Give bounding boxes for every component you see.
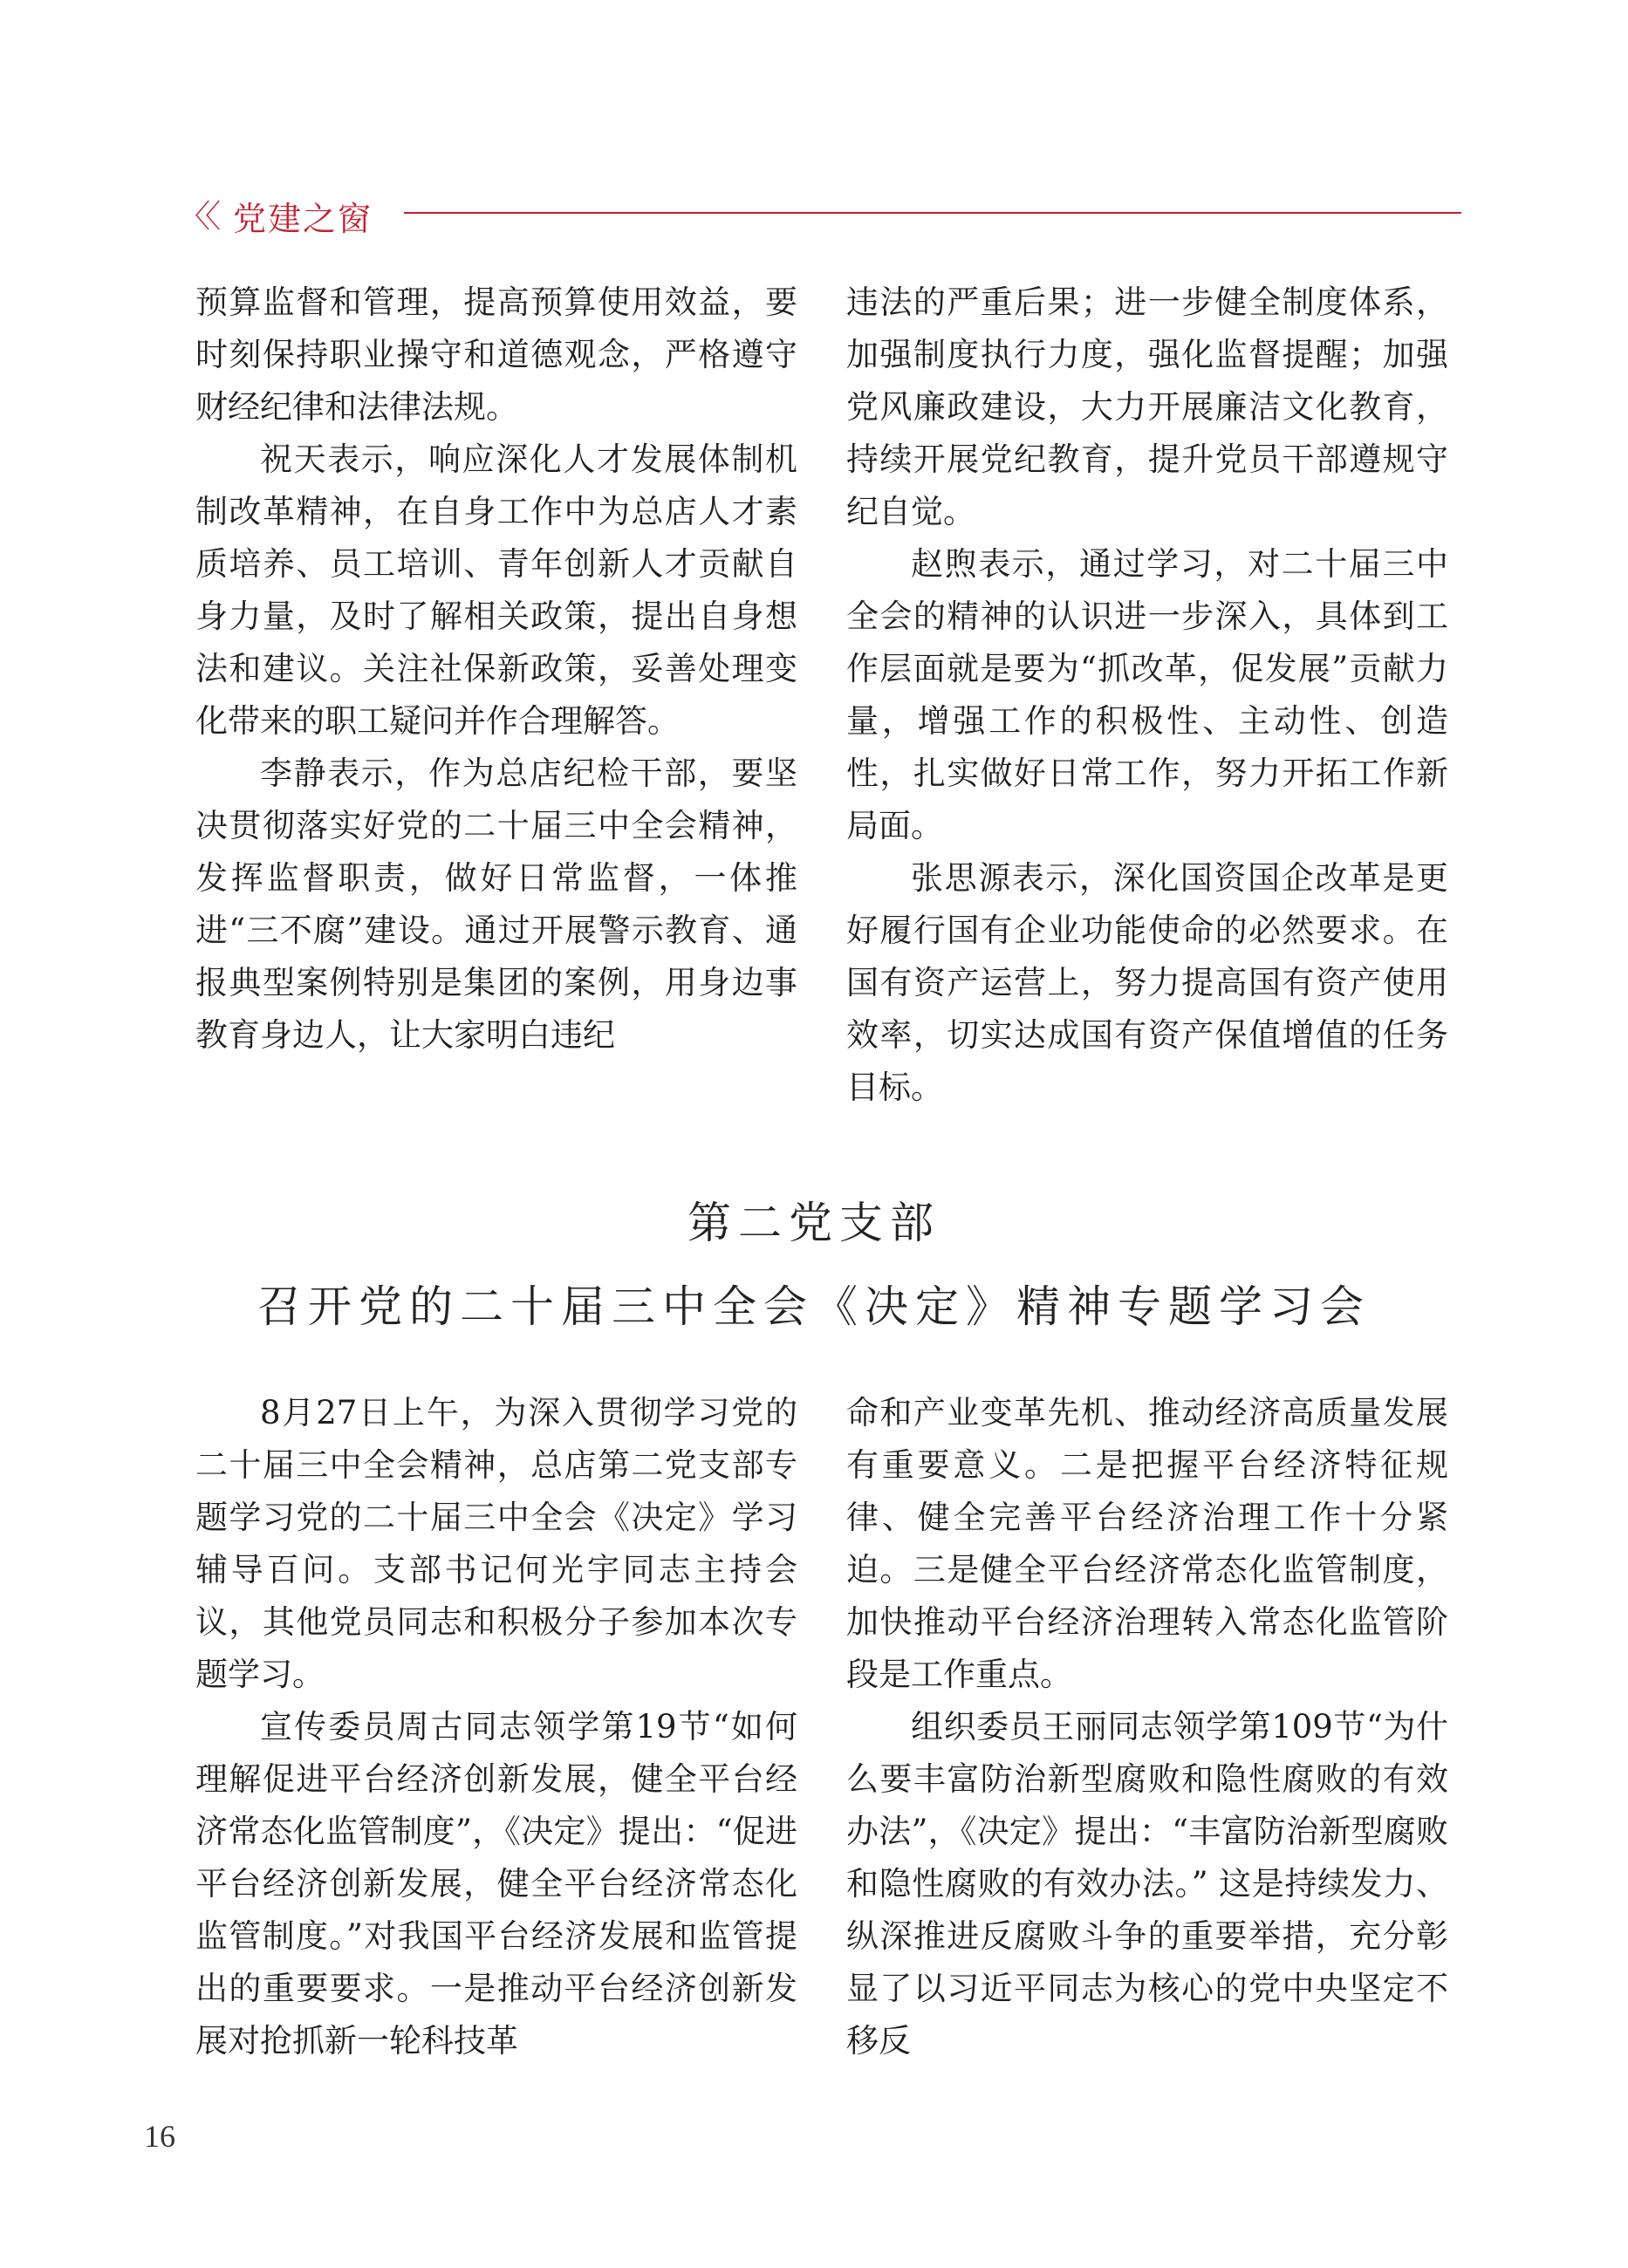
paragraph: 宣传委员周古同志领学第19节“如何理解促进平台经济创新发展，健全平台经济常态化监管制度”，《决定》提出：“促进平台经济创新发展，健全平台经济常态化监管制度。”对我国平台经济发展和监管提出的重要要求。一是推动平台经济创新发展对抢抓新一轮科技革 xyxy=(195,1708,797,2060)
paragraph: 命和产业变革先机、推动经济高质量发展有重要意义。二是把握平台经济特征规律、健全完善平台经济治理工作十分紧迫。三是健全平台经济常态化监管制度，加快推动平台经济治理转入常态化监管阶段是工作重点。 xyxy=(846,1394,1448,1693)
paragraph: 祝天表示，响应深化人才发展体制机制改革精神，在自身工作中为总店人才素质培养、员工培训、青年创新人才贡献自身力量，及时了解相关政策，提出自身想法和建议。关注社保新政策，妥善处理变化带来的职工疑问并作合理解答。 xyxy=(195,441,797,740)
paragraph: 张思源表示，深化国资国企改革是更好履行国有企业功能使命的必然要求。在国有资产运营上，努力提高国有资产使用效率，切实达成国有资产保值增值的任务目标。 xyxy=(846,859,1448,1106)
article-column-right xyxy=(846,1387,1448,2067)
paragraph: 预算监督和管理，提高预算使用效益，要时刻保持职业操守和道德观念，严格遵守财经纪律和法律法规。 xyxy=(195,284,797,426)
chevron-left-icon: 〈〈 xyxy=(179,199,216,235)
paragraph: 组织委员王丽同志领学第109节“为什么要丰富防治新型腐败和隐性腐败的有效办法”，《决定》提出：“丰富防治新型腐败和隐性腐败的有效办法。” 这是持续发力、纵深推进反腐败斗争的重要举措，充分彰显了以习近平同志为核心的党中央坚定不移反 xyxy=(846,1708,1448,2060)
paragraph: 李静表示，作为总店纪检干部，要坚决贯彻落实好党的二十届三中全会精神，发挥监督职责，做好日常监督，一体推进“三不腐”建设。通过开展警示教育、通报典型案例特别是集团的案例，用身边事教育身边人，让大家明白违纪 xyxy=(195,755,797,1054)
upper-column-left xyxy=(195,277,797,1062)
section-header xyxy=(179,190,1461,238)
article-title-line1: 第二党支部 xyxy=(687,1198,941,1248)
page-number: 16 xyxy=(144,2119,175,2154)
article-column-left xyxy=(195,1387,797,2067)
paragraph: 8月27日上午，为深入贯彻学习党的二十届三中全会精神，总店第二党支部专题学习党的二十届三中全会《决定》学习辅导百问。支部书记何光宇同志主持会议，其他党员同志和积极分子参加本次专题学习。 xyxy=(195,1394,797,1693)
upper-column-right xyxy=(846,277,1448,1114)
header-rule xyxy=(404,212,1461,214)
paragraph: 违法的严重后果；进一步健全制度体系，加强制度执行力度，强化监督提醒；加强党风廉政建设，大力开展廉洁文化教育，持续开展党纪教育，提升党员干部遵规守纪自觉。 xyxy=(846,284,1448,530)
section-title: 党建之窗 xyxy=(233,200,373,238)
paragraph: 赵煦表示，通过学习，对二十届三中全会的精神的认识进一步深入，具体到工作层面就是要为“抓改革，促发展”贡献力量，增强工作的积极性、主动性、创造性，扎实做好日常工作，努力开拓工作新局面。 xyxy=(846,545,1448,844)
article-title-line2: 召开党的二十届三中全会《决定》精神专题学习会 xyxy=(257,1281,1371,1332)
